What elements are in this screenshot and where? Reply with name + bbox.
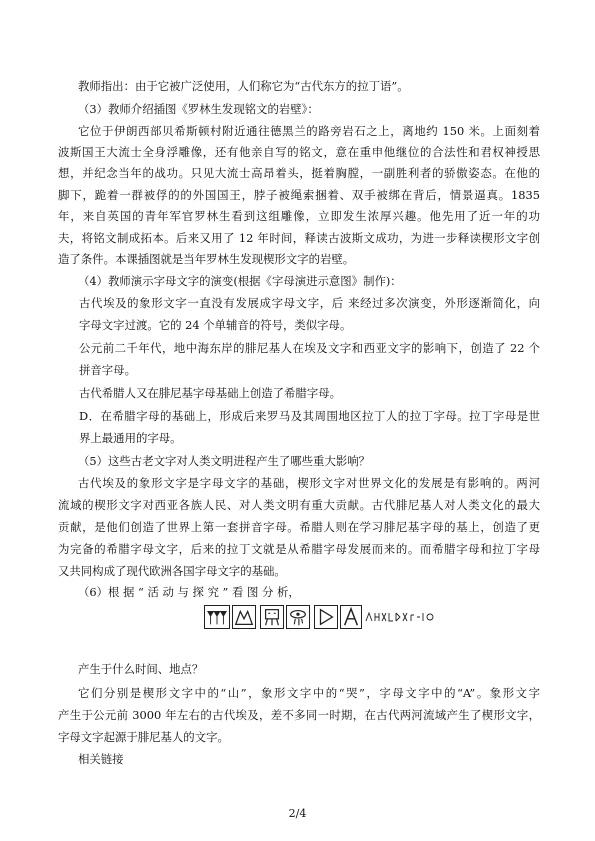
text-line: 古代埃及的象形文字是字母文字的基础，楔形文字对世界文化的发展是有影响的。两河 — [78, 476, 540, 490]
text-line: 又共同构成了现代欧洲各国字母文字的基础。 — [58, 564, 286, 578]
related-links-heading: 相关链接 — [78, 752, 124, 766]
text-line: 为完备的希腊字母文字，后来的拉丁文就是从希腊字母发展而来的。而希腊字母和拉丁字母 — [58, 542, 540, 556]
text-line: 古代埃及的象形文字一直没有发展成字母文字，后 来经过多次演变，外形逐渐简化，向 — [79, 296, 540, 310]
text-line: 它们分别是楔形文字中的“山”，象形文字中的“哭”，字母文字中的“A”。象形文字 — [78, 686, 540, 700]
text-line: 波斯国王大流士全身浮雕像，还有他亲自写的铭文，意在重申他继位的合法性和君权神授思 — [58, 145, 540, 159]
script-evolution-figure — [204, 605, 436, 629]
text-line: 贡献，是他们创造了世界上第一套拼音字母。希腊人则在学习腓尼基字母的基上，创造了更 — [58, 520, 540, 534]
text-line: 产生于公元前 3000 年左右的古代埃及，差不多同一时期，在古代两河流域产生了楔形文字， — [58, 708, 540, 722]
text-line: 古代希腊人又在腓尼基字母基础上创造了希腊字母。 — [79, 386, 341, 400]
hieroglyph-eye-tear-glyph — [286, 605, 310, 629]
text-line: 想，并纪念当年的战功。只见大流士高昂着头，挺着胸膛，一副胜利者的骄傲姿态。在他的 — [58, 166, 540, 180]
cuneiform-cry-glyph — [260, 605, 284, 629]
small-glyph-sequence — [364, 605, 436, 629]
text-line: 造了条件。本课插图就是当年罗林生发现楔形文字的岩壁。 — [58, 252, 355, 266]
cuneiform-mountain-glyph — [204, 605, 230, 629]
text-line: 年，来自英国的青年军官罗林生看到这组雕像，立即发生浓厚兴趣。他先用了近一年的功 — [58, 209, 540, 223]
section-heading-4: （4）教师演示字母文字的演变(根据《字母演进示意图》制作)： — [78, 274, 402, 288]
section-heading-6: （6）根 据 “ 活 动 与 探 究 ” 看 图 分 析， — [78, 585, 300, 599]
text-line: 它位于伊朗西部贝希斯顿村附近通往德黑兰的路旁岩石之上，离地约 150 米。上面刻着 — [78, 124, 540, 138]
question-line: 产生于什么时间、地点？ — [78, 662, 204, 676]
letter-a-glyph — [340, 605, 362, 629]
text-line: 流域的楔形文字对西亚各族人民、对人类文明有重大贡献。古代腓尼基人对人类文化的最大 — [58, 498, 540, 512]
page-number: 2/4 — [288, 807, 307, 820]
letter-ox-head-glyph — [314, 605, 338, 629]
text-line: 拼音字母。 — [79, 363, 136, 377]
text-line: 字母文字起源于腓尼基人的文字。 — [58, 730, 229, 744]
text-line: 教师指出：由于它被广泛使用，人们称它为“古代东方的拉丁语”。 — [78, 79, 409, 93]
text-line: 公元前二千年代，地中海东岸的腓尼基人在埃及文字和西亚文字的影响下，创造了 22 个 — [79, 341, 540, 355]
text-line: 界上最通用的字母。 — [79, 431, 182, 445]
text-line: 夫，将铭文制成拓本。后来又用了 12 年时间，释读古波斯文成功，为进一步释读楔形文字创 — [58, 231, 540, 245]
section-heading-5: （5）这些古老文字对人类文明进程产生了哪些重大影响？ — [78, 454, 371, 468]
text-line: 脚下，跪着一群被俘的的外国国王，脖子被绳索捆着、双手被绑在背后，情景逼真。1835 — [58, 188, 540, 202]
text-line: D．在希腊字母的基础上，形成后来罗马及其周围地区拉丁人的拉丁字母。拉丁字母是世 — [79, 409, 540, 423]
section-heading-3: （3）教师介绍插图《罗林生发现铭文的岩壁》： — [78, 102, 319, 116]
text-line: 字母文字过渡。它的 24 个单辅音的符号，类似字母。 — [79, 318, 352, 332]
hieroglyph-mountain-glyph — [232, 605, 256, 629]
